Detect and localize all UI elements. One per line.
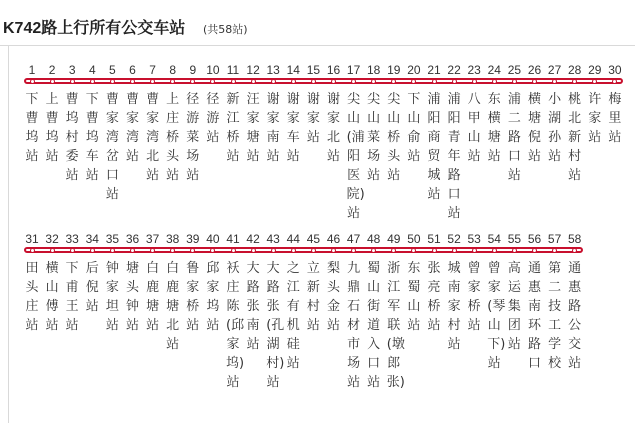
stop-number: 22 xyxy=(447,63,461,77)
stop-marker xyxy=(512,248,517,253)
stop-number: 51 xyxy=(427,232,441,246)
stop-name-link[interactable]: 鲁家桥站 xyxy=(186,261,200,333)
stop-marker xyxy=(231,248,236,253)
stop-name-link[interactable]: 张亮桥站 xyxy=(427,261,441,333)
stop-marker xyxy=(532,248,537,253)
stop-marker xyxy=(130,79,135,84)
stop-name-link[interactable]: 东蜀山站 xyxy=(407,261,421,333)
stop-number: 45 xyxy=(306,232,321,246)
stop-number: 47 xyxy=(346,232,361,246)
stop-marker xyxy=(291,79,296,84)
stop-name-link[interactable]: 东横塘站 xyxy=(487,92,501,164)
stop-name-link[interactable]: 下甫王站 xyxy=(65,261,79,333)
stop-marker xyxy=(271,248,276,253)
stop-name-link[interactable]: 曾家(琴山下)站 xyxy=(487,261,506,371)
stop-marker xyxy=(492,248,497,253)
stop-marker xyxy=(432,248,437,253)
stop-marker xyxy=(110,79,115,84)
stop-name-link[interactable]: 城南家村站 xyxy=(447,261,461,352)
stop-marker xyxy=(30,248,35,253)
stop-name-link[interactable]: 新江桥站 xyxy=(226,92,240,164)
stop-name-link[interactable]: 钟家坦站 xyxy=(105,261,119,333)
stop-marker xyxy=(472,79,477,84)
header-divider xyxy=(0,45,635,46)
stop-number: 49 xyxy=(387,232,401,246)
route-line xyxy=(24,247,583,253)
stop-name-link[interactable]: 九鼎石材市场站 xyxy=(347,261,361,390)
stop-name-link[interactable]: 曹家湾北站 xyxy=(146,92,160,183)
stop-name-link[interactable]: 小湖孙站 xyxy=(548,92,562,164)
stop-marker xyxy=(150,248,155,253)
stop-marker xyxy=(411,248,416,253)
stop-marker xyxy=(251,79,256,84)
stop-number: 37 xyxy=(145,232,160,246)
stop-name-link[interactable]: 大路张(孔湖村)站 xyxy=(266,261,285,390)
stop-marker xyxy=(90,248,95,253)
stop-name-link[interactable]: 横塘倪站 xyxy=(527,92,541,164)
stop-marker xyxy=(391,248,396,253)
stop-marker xyxy=(311,248,316,253)
stop-number: 12 xyxy=(246,63,260,77)
stop-marker xyxy=(251,248,256,253)
stop-number: 44 xyxy=(286,232,300,246)
stop-number: 42 xyxy=(246,232,260,246)
stop-name-link[interactable]: 白鹿塘站 xyxy=(146,261,160,333)
stop-name-link[interactable]: 第二技工学校 xyxy=(548,261,562,371)
stop-name-link[interactable]: 径游菜场站 xyxy=(186,92,200,183)
stop-number: 41 xyxy=(226,232,240,246)
stop-marker xyxy=(371,248,376,253)
stop-name-link[interactable]: 梨头金站 xyxy=(326,261,340,333)
stop-number: 10 xyxy=(206,63,220,77)
stop-number: 21 xyxy=(427,63,441,77)
stop-marker xyxy=(70,79,75,84)
stop-number: 24 xyxy=(487,63,501,77)
stop-marker xyxy=(291,248,296,253)
stop-name-link[interactable]: 尖山菜场站 xyxy=(367,92,381,183)
stop-number: 38 xyxy=(166,232,180,246)
stop-name-link[interactable]: 梅里站 xyxy=(608,92,622,145)
stop-number: 15 xyxy=(306,63,321,77)
stop-name-link[interactable]: 桃北新村站 xyxy=(568,92,582,183)
stop-number: 43 xyxy=(266,232,280,246)
stop-name-link[interactable]: 之江有机硅站 xyxy=(286,261,300,371)
stop-name-link[interactable]: 上庄桥头站 xyxy=(166,92,180,183)
stop-marker xyxy=(592,79,597,84)
stop-number: 58 xyxy=(568,232,582,246)
stop-marker xyxy=(331,79,336,84)
stop-number: 40 xyxy=(206,232,220,246)
stop-name-link[interactable]: 下曹坞站 xyxy=(25,92,39,164)
stop-number: 29 xyxy=(588,63,602,77)
stop-number: 19 xyxy=(387,63,401,77)
stop-marker xyxy=(190,248,195,253)
stop-number: 50 xyxy=(407,232,421,246)
stop-number: 7 xyxy=(149,63,156,77)
stop-number: 18 xyxy=(367,63,381,77)
stop-name-link[interactable]: 立新村站 xyxy=(306,261,320,333)
stop-number: 2 xyxy=(48,63,56,77)
stop-marker xyxy=(552,248,557,253)
stop-number: 36 xyxy=(125,232,140,246)
stop-marker xyxy=(492,79,497,84)
page-title: K742路上行所有公交车站 xyxy=(3,20,186,37)
stop-marker xyxy=(452,79,457,84)
stop-name-link[interactable]: 高运集团站 xyxy=(507,261,521,352)
stop-name-link[interactable]: 曾家桥站 xyxy=(467,261,481,333)
stop-name-link[interactable]: 浦阳商贸城站 xyxy=(427,92,441,202)
stop-number: 48 xyxy=(367,232,381,246)
stop-number: 8 xyxy=(169,63,177,77)
stop-number: 52 xyxy=(447,232,461,246)
stop-name-link[interactable]: 谢家北站 xyxy=(326,92,340,164)
stop-marker xyxy=(271,79,276,84)
stop-marker xyxy=(572,79,577,84)
stop-name-link[interactable]: 浦二路口站 xyxy=(507,92,521,183)
stop-name-link[interactable]: 下曹坞车站 xyxy=(85,92,99,183)
stop-marker xyxy=(452,248,457,253)
stop-count: (共58站) xyxy=(203,23,248,36)
stop-name-link[interactable]: 横山傅站 xyxy=(45,261,59,333)
stop-name-link[interactable]: 邱家坞站 xyxy=(206,261,220,333)
stop-number: 56 xyxy=(527,232,542,246)
stop-number: 55 xyxy=(507,232,522,246)
stop-name-link[interactable]: 径游站 xyxy=(206,92,220,145)
stop-number: 33 xyxy=(65,232,79,246)
stop-number: 17 xyxy=(346,63,361,77)
stop-name-link[interactable]: 八甲山站 xyxy=(467,92,481,164)
stop-name-link[interactable]: 尖山桥头站 xyxy=(387,92,401,183)
stop-marker xyxy=(472,248,477,253)
stop-name-link[interactable]: 曹家湾岔口站 xyxy=(105,92,119,202)
stop-marker xyxy=(110,248,115,253)
stop-number: 26 xyxy=(527,63,542,77)
stop-marker xyxy=(130,248,135,253)
stop-marker xyxy=(311,79,316,84)
stop-number: 20 xyxy=(407,63,421,77)
stop-name-link[interactable]: 大路张南站 xyxy=(246,261,260,352)
stop-name-link[interactable]: 白鹿塘北站 xyxy=(166,261,180,352)
stop-number: 4 xyxy=(88,63,96,77)
stop-name-link[interactable]: 蜀山街道入口站 xyxy=(367,261,381,390)
stop-marker xyxy=(371,79,376,84)
stop-number: 9 xyxy=(189,63,197,77)
stop-number: 14 xyxy=(286,63,300,77)
header xyxy=(0,0,635,40)
stop-marker xyxy=(170,248,175,253)
stop-marker xyxy=(552,79,557,84)
stop-name-link[interactable]: 曹家湾站 xyxy=(125,92,139,164)
stop-marker xyxy=(512,79,517,84)
stop-name-link[interactable]: 汪家塘站 xyxy=(246,92,260,164)
stop-marker xyxy=(331,248,336,253)
stop-name-link[interactable]: 后倪站 xyxy=(85,261,99,314)
stop-name-link[interactable]: 尖山(浦阳医院)站 xyxy=(346,92,365,221)
stop-number: 35 xyxy=(105,232,120,246)
stop-number: 23 xyxy=(467,63,481,77)
stop-number: 31 xyxy=(25,232,39,246)
stop-name-link[interactable]: 浙江军联(墩郎张) xyxy=(386,261,405,390)
stop-number: 3 xyxy=(68,63,76,77)
stop-marker xyxy=(231,79,236,84)
stop-number: 27 xyxy=(547,63,562,77)
stop-number: 28 xyxy=(568,63,582,77)
stop-number: 46 xyxy=(326,232,341,246)
stop-marker xyxy=(411,79,416,84)
stop-name-link[interactable]: 通惠路公交站 xyxy=(568,261,582,371)
stop-marker xyxy=(432,79,437,84)
stop-marker xyxy=(50,79,55,84)
stop-marker xyxy=(70,248,75,253)
stop-name-link[interactable]: 通惠南环路口 xyxy=(527,261,541,371)
stop-marker xyxy=(572,248,577,253)
stop-marker xyxy=(30,79,35,84)
stop-number: 16 xyxy=(326,63,341,77)
stop-marker xyxy=(391,79,396,84)
stop-name-link[interactable]: 曹坞村委站 xyxy=(65,92,79,183)
stop-number: 34 xyxy=(85,232,99,246)
stop-marker xyxy=(150,79,155,84)
stop-number: 13 xyxy=(266,63,280,77)
stop-number: 57 xyxy=(547,232,562,246)
stop-number: 39 xyxy=(186,232,200,246)
stop-name-link[interactable]: 田头庄站 xyxy=(25,261,39,333)
stop-name-link[interactable]: 上曹坞站 xyxy=(45,92,59,164)
stop-number: 11 xyxy=(226,63,240,77)
stop-name-link[interactable]: 塘头钟站 xyxy=(125,261,139,333)
stop-number: 25 xyxy=(507,63,522,77)
stop-marker xyxy=(351,79,356,84)
stop-marker xyxy=(170,79,175,84)
stop-marker xyxy=(190,79,195,84)
stop-number: 53 xyxy=(467,232,481,246)
stop-number: 6 xyxy=(129,63,136,77)
stop-number: 1 xyxy=(28,63,36,77)
stop-name-link[interactable]: 谢家车站 xyxy=(286,92,300,164)
stop-marker xyxy=(90,79,95,84)
stop-name-link[interactable]: 袄庄陈(邱家坞)站 xyxy=(226,261,245,390)
stop-number: 54 xyxy=(487,232,501,246)
stop-marker xyxy=(351,248,356,253)
stop-name-link[interactable]: 谢家站 xyxy=(306,92,320,145)
stop-name-link[interactable]: 下山俞站 xyxy=(407,92,421,164)
stop-name-link[interactable]: 谢家南站 xyxy=(266,92,280,164)
stop-number: 30 xyxy=(608,63,622,77)
stop-number: 32 xyxy=(45,232,59,246)
stop-marker xyxy=(210,79,215,84)
stop-name-link[interactable]: 许家站 xyxy=(588,92,602,145)
stop-marker xyxy=(210,248,215,253)
stop-marker xyxy=(532,79,537,84)
stop-marker xyxy=(50,248,55,253)
frame-border xyxy=(8,46,9,423)
stop-marker xyxy=(612,79,617,84)
stop-name-link[interactable]: 浦阳青年路口站 xyxy=(447,92,461,221)
stop-number: 5 xyxy=(109,63,116,77)
